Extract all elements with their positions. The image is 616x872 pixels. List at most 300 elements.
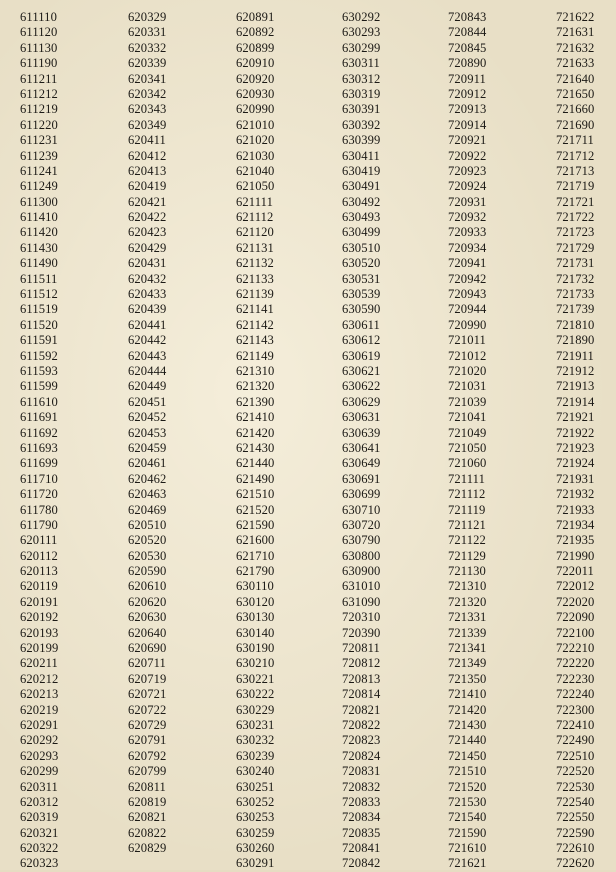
code-entry: 611780 [20, 502, 58, 517]
code-entry: 720811 [342, 641, 380, 656]
code-entry: 720923 [448, 163, 487, 178]
code-entry: 722100 [556, 625, 595, 640]
code-entry: 621142 [236, 317, 274, 332]
code-entry: 621310 [236, 363, 275, 378]
code-entry: 620429 [128, 240, 167, 255]
code-entry: 620342 [128, 86, 167, 101]
code-entry: 630539 [342, 287, 381, 302]
code-entry: 611110 [20, 10, 57, 24]
code-entry: 630900 [342, 564, 381, 579]
code-entry: 620322 [20, 841, 59, 856]
code-entry: 630251 [236, 779, 275, 794]
code-entry: 721931 [556, 471, 595, 486]
code-entry: 620431 [128, 256, 167, 271]
code-entry: 620199 [20, 641, 59, 656]
code-entry: 630260 [236, 841, 275, 856]
code-entry: 611610 [20, 394, 58, 409]
code-entry: 630312 [342, 71, 381, 86]
code-entry: 721924 [556, 456, 595, 471]
code-entry: 620520 [128, 533, 167, 548]
code-entry: 611300 [20, 194, 58, 209]
code-entry: 620192 [20, 610, 59, 625]
code-entry: 620193 [20, 625, 59, 640]
code-entry: 721913 [556, 379, 595, 394]
code-entry: 721923 [556, 440, 595, 455]
code-entry: 620721 [128, 687, 167, 702]
code-entry: 620443 [128, 348, 167, 363]
code-entry: 620421 [128, 194, 167, 209]
code-entry: 630130 [236, 610, 275, 625]
code-entry: 721119 [448, 502, 486, 517]
code-entry: 720932 [448, 210, 487, 225]
code-entry: 722020 [556, 594, 595, 609]
code-entry: 611219 [20, 102, 58, 117]
code-entry: 720934 [448, 240, 487, 255]
code-entry: 630392 [342, 117, 381, 132]
code-entry: 720814 [342, 687, 381, 702]
code-entry: 621520 [236, 502, 275, 517]
code-entry: 620610 [128, 579, 167, 594]
code-entry: 620113 [20, 564, 58, 579]
code-entry: 630293 [342, 25, 381, 40]
code-entry: 620349 [128, 117, 167, 132]
code-column-5 [448, 10, 486, 872]
code-entry: 630232 [236, 733, 275, 748]
code-entry: 721610 [448, 841, 487, 856]
code-entry: 630699 [342, 487, 381, 502]
code-entry: 721540 [448, 810, 487, 825]
code-entry: 620590 [128, 564, 167, 579]
code-entry: 720833 [342, 794, 381, 809]
code-entry: 630253 [236, 810, 275, 825]
code-entry: 611692 [20, 425, 58, 440]
code-entry: 630631 [342, 410, 381, 425]
code-entry: 611790 [20, 517, 58, 532]
code-entry: 720944 [448, 302, 487, 317]
code-entry: 611520 [20, 317, 58, 332]
code-entry: 620452 [128, 410, 167, 425]
code-entry: 620111 [20, 533, 58, 548]
code-entry: 611212 [20, 86, 58, 101]
code-entry: 722011 [556, 564, 594, 579]
code-entry: 621112 [236, 210, 274, 225]
code-entry: 721640 [556, 71, 595, 86]
code-entry: 620451 [128, 394, 167, 409]
code-entry: 630299 [342, 40, 381, 55]
code-entry: 720821 [342, 702, 381, 717]
code-entry: 611410 [20, 210, 58, 225]
code-entry: 620811 [128, 779, 166, 794]
code-entry: 720922 [448, 148, 487, 163]
code-entry: 630399 [342, 133, 381, 148]
code-entry: 630492 [342, 194, 381, 209]
code-entry: 720822 [342, 717, 381, 732]
code-entry: 720813 [342, 671, 381, 686]
code-entry: 611591 [20, 333, 58, 348]
code-entry: 621020 [236, 133, 275, 148]
code-entry: 720933 [448, 225, 487, 240]
code-entry: 611120 [20, 25, 58, 40]
code-entry: 611511 [20, 271, 58, 286]
code-entry: 721510 [448, 764, 487, 779]
code-entry: 620719 [128, 671, 167, 686]
code-entry: 620892 [236, 25, 275, 40]
code-entry: 630252 [236, 794, 275, 809]
code-entry: 721713 [556, 163, 595, 178]
code-entry: 621139 [236, 287, 274, 302]
code-entry: 611691 [20, 410, 58, 425]
code-entry: 721890 [556, 333, 595, 348]
code-entry: 621010 [236, 117, 275, 132]
code-entry: 721911 [556, 348, 594, 363]
code-entry: 721660 [556, 102, 595, 117]
code-entry: 721722 [556, 210, 595, 225]
code-column-3 [236, 10, 274, 872]
code-entry: 620930 [236, 86, 275, 101]
code-entry: 620413 [128, 163, 167, 178]
code-entry: 721912 [556, 363, 595, 378]
code-entry: 720941 [448, 256, 487, 271]
code-entry: 630720 [342, 517, 381, 532]
code-entry: 620441 [128, 317, 167, 332]
code-entry: 630291 [236, 856, 275, 871]
code-entry: 720924 [448, 179, 487, 194]
code-entry: 721020 [448, 363, 487, 378]
code-entry: 630229 [236, 702, 275, 717]
code-entry: 630639 [342, 425, 381, 440]
code-entry: 720843 [448, 10, 487, 24]
code-column-4 [342, 10, 380, 872]
code-entry: 621430 [236, 440, 275, 455]
code-entry: 630110 [236, 579, 274, 594]
code-entry: 620191 [20, 594, 59, 609]
code-entry: 621390 [236, 394, 275, 409]
code-entry: 611130 [20, 40, 58, 55]
code-entry: 620469 [128, 502, 167, 517]
code-entry: 620461 [128, 456, 167, 471]
code-entry: 620422 [128, 210, 167, 225]
code-entry: 722490 [556, 733, 595, 748]
code-entry: 722620 [556, 856, 595, 871]
code-entry: 722510 [556, 748, 595, 763]
code-entry: 721990 [556, 548, 595, 563]
code-entry: 621132 [236, 256, 274, 271]
code-entry: 630619 [342, 348, 381, 363]
code-entry: 721122 [448, 533, 486, 548]
code-entry: 630140 [236, 625, 275, 640]
code-entry: 721631 [556, 25, 595, 40]
code-entry: 720913 [448, 102, 487, 117]
code-entry: 630590 [342, 302, 381, 317]
code-entry: 620990 [236, 102, 275, 117]
code-column-2 [128, 10, 166, 856]
code-entry: 620119 [20, 579, 58, 594]
code-entry: 721723 [556, 225, 595, 240]
code-entry: 620453 [128, 425, 167, 440]
code-entry: 630611 [342, 317, 380, 332]
code-entry: 620722 [128, 702, 167, 717]
code-entry: 620432 [128, 271, 167, 286]
code-entry: 721050 [448, 440, 487, 455]
code-entry: 620920 [236, 71, 275, 86]
code-entry: 620219 [20, 702, 59, 717]
code-entry: 721530 [448, 794, 487, 809]
code-entry: 721012 [448, 348, 487, 363]
code-entry: 721933 [556, 502, 595, 517]
code-entry: 620530 [128, 548, 167, 563]
code-column-6 [556, 10, 594, 872]
code-entry: 721341 [448, 641, 487, 656]
code-entry: 720834 [342, 810, 381, 825]
code-entry: 620339 [128, 56, 167, 71]
code-entry: 621490 [236, 471, 275, 486]
code-entry: 620910 [236, 56, 275, 71]
code-entry: 721121 [448, 517, 486, 532]
code-entry: 721633 [556, 56, 595, 71]
code-entry: 630800 [342, 548, 381, 563]
code-entry: 621320 [236, 379, 275, 394]
code-entry: 720842 [342, 856, 381, 871]
code-entry: 721690 [556, 117, 595, 132]
code-entry: 620442 [128, 333, 167, 348]
code-entry: 721011 [448, 333, 486, 348]
code-entry: 721721 [556, 194, 595, 209]
code-entry: 722300 [556, 702, 595, 717]
code-entry: 721320 [448, 594, 487, 609]
code-entry: 721112 [448, 487, 486, 502]
code-entry: 611239 [20, 148, 58, 163]
code-entry: 631010 [342, 579, 381, 594]
code-entry: 721339 [448, 625, 487, 640]
code-entry: 721450 [448, 748, 487, 763]
code-entry: 630391 [342, 102, 381, 117]
code-entry: 720931 [448, 194, 487, 209]
code-entry: 630790 [342, 533, 381, 548]
code-entry: 620729 [128, 717, 167, 732]
code-entry: 621710 [236, 548, 275, 563]
code-entry: 630629 [342, 394, 381, 409]
code-entry: 620792 [128, 748, 167, 763]
code-entry: 611699 [20, 456, 58, 471]
code-entry: 721712 [556, 148, 595, 163]
code-entry: 620112 [20, 548, 58, 563]
code-entry: 720943 [448, 287, 487, 302]
code-entry: 611519 [20, 302, 58, 317]
code-entry: 611593 [20, 363, 58, 378]
code-entry: 720942 [448, 271, 487, 286]
code-entry: 620459 [128, 440, 167, 455]
code-entry: 721349 [448, 656, 487, 671]
code-entry: 630612 [342, 333, 381, 348]
code-entry: 620791 [128, 733, 167, 748]
code-entry: 720911 [448, 71, 486, 86]
code-entry: 611249 [20, 179, 58, 194]
code-entry: 721430 [448, 717, 487, 732]
code-entry: 620822 [128, 825, 167, 840]
code-entry: 611710 [20, 471, 58, 486]
code-entry: 620640 [128, 625, 167, 640]
code-entry: 630621 [342, 363, 381, 378]
code-entry: 620449 [128, 379, 167, 394]
code-entry: 620821 [128, 810, 167, 825]
code-entry: 630531 [342, 271, 381, 286]
code-entry: 722240 [556, 687, 595, 702]
code-column-1 [20, 10, 58, 872]
code-entry: 620212 [20, 671, 59, 686]
code-entry: 620323 [20, 856, 59, 871]
code-entry: 720835 [342, 825, 381, 840]
code-entry: 611190 [20, 56, 58, 71]
code-entry: 720824 [342, 748, 381, 763]
code-entry: 630311 [342, 56, 380, 71]
code-entry: 721810 [556, 317, 595, 332]
code-entry: 620419 [128, 179, 167, 194]
code-entry: 721130 [448, 564, 486, 579]
code-entry: 630411 [342, 148, 380, 163]
code-entry: 721711 [556, 133, 594, 148]
code-entry: 721041 [448, 410, 487, 425]
code-entry: 620293 [20, 748, 59, 763]
code-entry: 611490 [20, 256, 58, 271]
code-entry: 630292 [342, 10, 381, 24]
code-entry: 721049 [448, 425, 487, 440]
code-entry: 620213 [20, 687, 59, 702]
code-entry: 721621 [448, 856, 487, 871]
code-entry: 720310 [342, 610, 381, 625]
code-entry: 620299 [20, 764, 59, 779]
code-entry: 722012 [556, 579, 595, 594]
code-entry: 621120 [236, 225, 274, 240]
code-entry: 720832 [342, 779, 381, 794]
code-entry: 721129 [448, 548, 486, 563]
code-entry: 630499 [342, 225, 381, 240]
code-entry: 721331 [448, 610, 487, 625]
code-entry: 621790 [236, 564, 275, 579]
code-entry: 722590 [556, 825, 595, 840]
code-entry: 721520 [448, 779, 487, 794]
code-entry: 630491 [342, 179, 381, 194]
code-entry: 720823 [342, 733, 381, 748]
code-entry: 620341 [128, 71, 167, 86]
code-entry: 620711 [128, 656, 166, 671]
code-entry: 720990 [448, 317, 487, 332]
code-entry: 630210 [236, 656, 275, 671]
code-entry: 721732 [556, 271, 595, 286]
code-entry: 630419 [342, 163, 381, 178]
code-entry: 722230 [556, 671, 595, 686]
code-entry: 630239 [236, 748, 275, 763]
code-entry: 620463 [128, 487, 167, 502]
code-entry: 611512 [20, 287, 58, 302]
code-entry: 611599 [20, 379, 58, 394]
code-entry: 721932 [556, 487, 595, 502]
code-entry: 721310 [448, 579, 487, 594]
code-entry: 722410 [556, 717, 595, 732]
code-entry: 721420 [448, 702, 487, 717]
code-entry: 722550 [556, 810, 595, 825]
code-entry: 721650 [556, 86, 595, 101]
code-entry: 620690 [128, 641, 167, 656]
code-entry: 620312 [20, 794, 59, 809]
code-entry: 620412 [128, 148, 167, 163]
code-entry: 620331 [128, 25, 167, 40]
code-entry: 721731 [556, 256, 595, 271]
code-entry: 621440 [236, 456, 275, 471]
code-entry: 621600 [236, 533, 275, 548]
code-entry: 621149 [236, 348, 274, 363]
code-entry: 630120 [236, 594, 275, 609]
code-entry: 630493 [342, 210, 381, 225]
code-entry: 630710 [342, 502, 381, 517]
code-entry: 630520 [342, 256, 381, 271]
code-entry: 611720 [20, 487, 58, 502]
code-entry: 620311 [20, 779, 58, 794]
code-entry: 621590 [236, 517, 275, 532]
code-entry: 720890 [448, 56, 487, 71]
code-entry: 620439 [128, 302, 167, 317]
code-entry: 620332 [128, 40, 167, 55]
code-entry: 721935 [556, 533, 595, 548]
code-entry: 620411 [128, 133, 166, 148]
code-entry: 721739 [556, 302, 595, 317]
code-entry: 621143 [236, 333, 274, 348]
code-entry: 720912 [448, 86, 487, 101]
code-entry: 721914 [556, 394, 595, 409]
code-entry: 611693 [20, 440, 58, 455]
code-entry: 721921 [556, 410, 595, 425]
code-entry: 620321 [20, 825, 59, 840]
code-entry: 621133 [236, 271, 274, 286]
code-entry: 620444 [128, 363, 167, 378]
code-entry: 611220 [20, 117, 58, 132]
code-entry: 630190 [236, 641, 275, 656]
code-entry: 611592 [20, 348, 58, 363]
code-entry: 611420 [20, 225, 58, 240]
code-entry: 720921 [448, 133, 487, 148]
code-entry: 621141 [236, 302, 274, 317]
code-entry: 620343 [128, 102, 167, 117]
code-entry: 620819 [128, 794, 167, 809]
code-entry: 721031 [448, 379, 487, 394]
code-entry: 721729 [556, 240, 595, 255]
code-entry: 630259 [236, 825, 275, 840]
code-entry: 721632 [556, 40, 595, 55]
code-entry: 620891 [236, 10, 275, 24]
code-entry: 721410 [448, 687, 487, 702]
code-entry: 620462 [128, 471, 167, 486]
code-entry: 630319 [342, 86, 381, 101]
code-entry: 721922 [556, 425, 595, 440]
code-entry: 721622 [556, 10, 595, 24]
code-entry: 620510 [128, 517, 167, 532]
code-entry: 620799 [128, 764, 167, 779]
code-entry: 620433 [128, 287, 167, 302]
code-entry: 630649 [342, 456, 381, 471]
code-entry: 620630 [128, 610, 167, 625]
code-entry: 621510 [236, 487, 275, 502]
code-entry: 621030 [236, 148, 275, 163]
code-entry: 722530 [556, 779, 595, 794]
code-entry: 611231 [20, 133, 58, 148]
code-entry: 630240 [236, 764, 275, 779]
code-entry: 720812 [342, 656, 381, 671]
code-entry: 630231 [236, 717, 275, 732]
code-entry: 721934 [556, 517, 595, 532]
code-entry: 722090 [556, 610, 595, 625]
code-entry: 720914 [448, 117, 487, 132]
code-entry: 621111 [236, 194, 273, 209]
code-entry: 620899 [236, 40, 275, 55]
